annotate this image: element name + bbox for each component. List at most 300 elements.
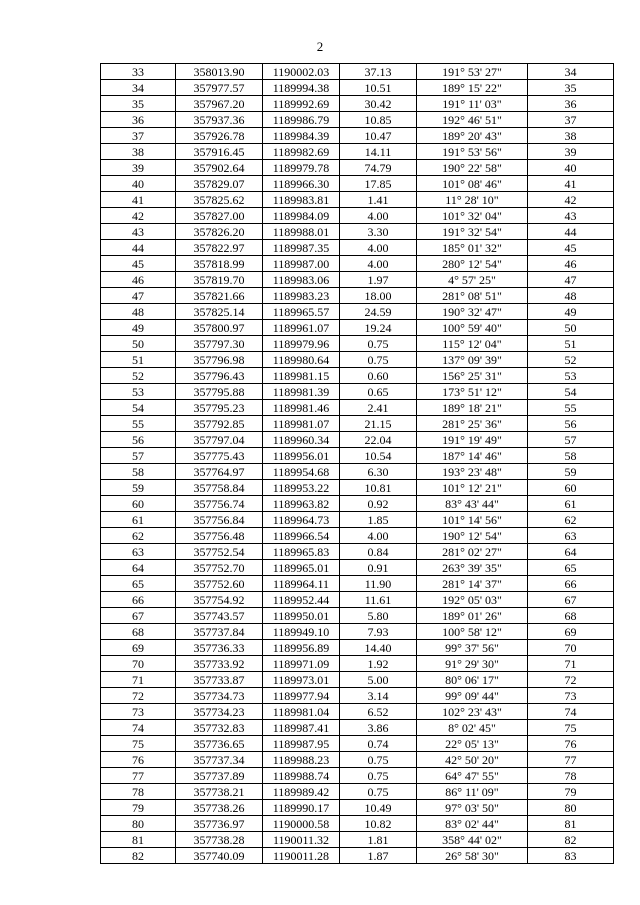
point-number-cell: 54	[101, 400, 176, 416]
bearing-cell: 4° 57' 25"	[417, 272, 528, 288]
x-coordinate-cell: 357821.66	[176, 288, 263, 304]
next-point-cell: 66	[528, 576, 614, 592]
table-row	[101, 576, 614, 592]
table-row	[101, 288, 614, 304]
next-point-cell: 63	[528, 528, 614, 544]
table-row	[101, 720, 614, 736]
next-point-cell: 48	[528, 288, 614, 304]
table-row	[101, 592, 614, 608]
bearing-cell: 263° 39' 35"	[417, 560, 528, 576]
bearing-cell: 173° 51' 12"	[417, 384, 528, 400]
distance-cell: 3.86	[340, 720, 417, 736]
next-point-cell: 52	[528, 352, 614, 368]
y-coordinate-cell: 1189961.07	[263, 320, 340, 336]
next-point-cell: 68	[528, 608, 614, 624]
point-number-cell: 50	[101, 336, 176, 352]
next-point-cell: 65	[528, 560, 614, 576]
point-number-cell: 82	[101, 848, 176, 864]
distance-cell: 0.75	[340, 768, 417, 784]
y-coordinate-cell: 1190011.28	[263, 848, 340, 864]
table-row	[101, 688, 614, 704]
x-coordinate-cell: 357916.45	[176, 144, 263, 160]
point-number-cell: 81	[101, 832, 176, 848]
table-row	[101, 640, 614, 656]
point-number-cell: 63	[101, 544, 176, 560]
y-coordinate-cell: 1189984.39	[263, 128, 340, 144]
y-coordinate-cell: 1189964.73	[263, 512, 340, 528]
table-row	[101, 624, 614, 640]
bearing-cell: 83° 43' 44"	[417, 496, 528, 512]
point-number-cell: 76	[101, 752, 176, 768]
x-coordinate-cell: 357829.07	[176, 176, 263, 192]
table-row	[101, 336, 614, 352]
distance-cell: 1.81	[340, 832, 417, 848]
bearing-cell: 156° 25' 31"	[417, 368, 528, 384]
y-coordinate-cell: 1189981.46	[263, 400, 340, 416]
point-number-cell: 41	[101, 192, 176, 208]
table-row	[101, 544, 614, 560]
y-coordinate-cell: 1189965.57	[263, 304, 340, 320]
distance-cell: 10.82	[340, 816, 417, 832]
point-number-cell: 70	[101, 656, 176, 672]
next-point-cell: 60	[528, 480, 614, 496]
distance-cell: 10.85	[340, 112, 417, 128]
bearing-cell: 8° 02' 45"	[417, 720, 528, 736]
bearing-cell: 80° 06' 17"	[417, 672, 528, 688]
point-number-cell: 62	[101, 528, 176, 544]
next-point-cell: 76	[528, 736, 614, 752]
x-coordinate-cell: 357736.97	[176, 816, 263, 832]
y-coordinate-cell: 1189984.09	[263, 208, 340, 224]
bearing-cell: 101° 32' 04"	[417, 208, 528, 224]
next-point-cell: 49	[528, 304, 614, 320]
x-coordinate-cell: 357825.62	[176, 192, 263, 208]
next-point-cell: 72	[528, 672, 614, 688]
distance-cell: 1.85	[340, 512, 417, 528]
point-number-cell: 34	[101, 80, 176, 96]
y-coordinate-cell: 1189966.54	[263, 528, 340, 544]
table-row	[101, 320, 614, 336]
point-number-cell: 71	[101, 672, 176, 688]
point-number-cell: 78	[101, 784, 176, 800]
table-row	[101, 96, 614, 112]
point-number-cell: 46	[101, 272, 176, 288]
next-point-cell: 82	[528, 832, 614, 848]
bearing-cell: 42° 50' 20"	[417, 752, 528, 768]
x-coordinate-cell: 358013.90	[176, 64, 263, 80]
point-number-cell: 79	[101, 800, 176, 816]
next-point-cell: 61	[528, 496, 614, 512]
distance-cell: 0.75	[340, 784, 417, 800]
bearing-cell: 191° 53' 27"	[417, 64, 528, 80]
point-number-cell: 44	[101, 240, 176, 256]
y-coordinate-cell: 1189982.69	[263, 144, 340, 160]
table-row	[101, 80, 614, 96]
next-point-cell: 79	[528, 784, 614, 800]
table-row	[101, 768, 614, 784]
bearing-cell: 281° 14' 37"	[417, 576, 528, 592]
point-number-cell: 58	[101, 464, 176, 480]
table-row	[101, 816, 614, 832]
table-row	[101, 752, 614, 768]
y-coordinate-cell: 1189956.89	[263, 640, 340, 656]
y-coordinate-cell: 1189988.23	[263, 752, 340, 768]
distance-cell: 1.97	[340, 272, 417, 288]
next-point-cell: 78	[528, 768, 614, 784]
table-row	[101, 192, 614, 208]
distance-cell: 2.41	[340, 400, 417, 416]
y-coordinate-cell: 1189988.74	[263, 768, 340, 784]
next-point-cell: 41	[528, 176, 614, 192]
coordinates-table-body	[101, 64, 614, 864]
y-coordinate-cell: 1189965.83	[263, 544, 340, 560]
distance-cell: 21.15	[340, 416, 417, 432]
table-row	[101, 432, 614, 448]
bearing-cell: 189° 20' 43"	[417, 128, 528, 144]
bearing-cell: 101° 12' 21"	[417, 480, 528, 496]
y-coordinate-cell: 1189987.00	[263, 256, 340, 272]
table-row	[101, 112, 614, 128]
y-coordinate-cell: 1189989.42	[263, 784, 340, 800]
y-coordinate-cell: 1189992.69	[263, 96, 340, 112]
distance-cell: 0.74	[340, 736, 417, 752]
bearing-cell: 281° 02' 27"	[417, 544, 528, 560]
distance-cell: 0.75	[340, 352, 417, 368]
distance-cell: 19.24	[340, 320, 417, 336]
table-row	[101, 208, 614, 224]
point-number-cell: 72	[101, 688, 176, 704]
distance-cell: 7.93	[340, 624, 417, 640]
next-point-cell: 73	[528, 688, 614, 704]
next-point-cell: 47	[528, 272, 614, 288]
point-number-cell: 42	[101, 208, 176, 224]
x-coordinate-cell: 357819.70	[176, 272, 263, 288]
y-coordinate-cell: 1189954.68	[263, 464, 340, 480]
next-point-cell: 69	[528, 624, 614, 640]
y-coordinate-cell: 1189988.01	[263, 224, 340, 240]
x-coordinate-cell: 357827.00	[176, 208, 263, 224]
distance-cell: 0.84	[340, 544, 417, 560]
next-point-cell: 64	[528, 544, 614, 560]
point-number-cell: 48	[101, 304, 176, 320]
y-coordinate-cell: 1190011.32	[263, 832, 340, 848]
point-number-cell: 59	[101, 480, 176, 496]
next-point-cell: 55	[528, 400, 614, 416]
bearing-cell: 99° 09' 44"	[417, 688, 528, 704]
y-coordinate-cell: 1189973.01	[263, 672, 340, 688]
next-point-cell: 80	[528, 800, 614, 816]
x-coordinate-cell: 357797.04	[176, 432, 263, 448]
x-coordinate-cell: 357826.20	[176, 224, 263, 240]
point-number-cell: 73	[101, 704, 176, 720]
next-point-cell: 40	[528, 160, 614, 176]
distance-cell: 5.80	[340, 608, 417, 624]
table-row	[101, 448, 614, 464]
page-number: 2	[316, 39, 324, 54]
x-coordinate-cell: 357775.43	[176, 448, 263, 464]
next-point-cell: 42	[528, 192, 614, 208]
point-number-cell: 75	[101, 736, 176, 752]
distance-cell: 0.92	[340, 496, 417, 512]
table-row	[101, 304, 614, 320]
bearing-cell: 101° 08' 46"	[417, 176, 528, 192]
table-row	[101, 656, 614, 672]
x-coordinate-cell: 357758.84	[176, 480, 263, 496]
x-coordinate-cell: 357756.84	[176, 512, 263, 528]
table-row	[101, 352, 614, 368]
next-point-cell: 83	[528, 848, 614, 864]
coordinates-table	[100, 63, 614, 864]
x-coordinate-cell: 357926.78	[176, 128, 263, 144]
y-coordinate-cell: 1189980.64	[263, 352, 340, 368]
bearing-cell: 83° 02' 44"	[417, 816, 528, 832]
y-coordinate-cell: 1189956.01	[263, 448, 340, 464]
distance-cell: 11.61	[340, 592, 417, 608]
x-coordinate-cell: 357756.48	[176, 528, 263, 544]
bearing-cell: 280° 12' 54"	[417, 256, 528, 272]
point-number-cell: 66	[101, 592, 176, 608]
y-coordinate-cell: 1189981.39	[263, 384, 340, 400]
point-number-cell: 33	[101, 64, 176, 80]
table-row	[101, 512, 614, 528]
x-coordinate-cell: 357792.85	[176, 416, 263, 432]
point-number-cell: 74	[101, 720, 176, 736]
table-row	[101, 496, 614, 512]
next-point-cell: 51	[528, 336, 614, 352]
bearing-cell: 100° 58' 12"	[417, 624, 528, 640]
table-row	[101, 672, 614, 688]
x-coordinate-cell: 357740.09	[176, 848, 263, 864]
next-point-cell: 53	[528, 368, 614, 384]
table-row	[101, 560, 614, 576]
y-coordinate-cell: 1189983.23	[263, 288, 340, 304]
table-row	[101, 272, 614, 288]
x-coordinate-cell: 357736.33	[176, 640, 263, 656]
distance-cell: 0.75	[340, 336, 417, 352]
table-row	[101, 848, 614, 864]
distance-cell: 74.79	[340, 160, 417, 176]
x-coordinate-cell: 357737.84	[176, 624, 263, 640]
distance-cell: 1.41	[340, 192, 417, 208]
x-coordinate-cell: 357795.23	[176, 400, 263, 416]
point-number-cell: 60	[101, 496, 176, 512]
table-row	[101, 384, 614, 400]
bearing-cell: 99° 37' 56"	[417, 640, 528, 656]
distance-cell: 10.51	[340, 80, 417, 96]
y-coordinate-cell: 1189986.79	[263, 112, 340, 128]
distance-cell: 10.49	[340, 800, 417, 816]
bearing-cell: 137° 09' 39"	[417, 352, 528, 368]
next-point-cell: 77	[528, 752, 614, 768]
y-coordinate-cell: 1189979.96	[263, 336, 340, 352]
bearing-cell: 192° 05' 03"	[417, 592, 528, 608]
y-coordinate-cell: 1189953.22	[263, 480, 340, 496]
x-coordinate-cell: 357764.97	[176, 464, 263, 480]
table-row	[101, 224, 614, 240]
bearing-cell: 358° 44' 02"	[417, 832, 528, 848]
table-row	[101, 128, 614, 144]
point-number-cell: 77	[101, 768, 176, 784]
x-coordinate-cell: 357800.97	[176, 320, 263, 336]
point-number-cell: 45	[101, 256, 176, 272]
distance-cell: 10.54	[340, 448, 417, 464]
y-coordinate-cell: 1189983.06	[263, 272, 340, 288]
y-coordinate-cell: 1189994.38	[263, 80, 340, 96]
next-point-cell: 62	[528, 512, 614, 528]
bearing-cell: 86° 11' 09"	[417, 784, 528, 800]
x-coordinate-cell: 357736.65	[176, 736, 263, 752]
bearing-cell: 192° 46' 51"	[417, 112, 528, 128]
x-coordinate-cell: 357733.92	[176, 656, 263, 672]
distance-cell: 5.00	[340, 672, 417, 688]
table-row	[101, 416, 614, 432]
bearing-cell: 102° 23' 43"	[417, 704, 528, 720]
next-point-cell: 67	[528, 592, 614, 608]
table-row	[101, 176, 614, 192]
x-coordinate-cell: 357796.43	[176, 368, 263, 384]
y-coordinate-cell: 1189977.94	[263, 688, 340, 704]
point-number-cell: 65	[101, 576, 176, 592]
distance-cell: 14.40	[340, 640, 417, 656]
distance-cell: 4.00	[340, 208, 417, 224]
point-number-cell: 64	[101, 560, 176, 576]
x-coordinate-cell: 357738.21	[176, 784, 263, 800]
bearing-cell: 281° 25' 36"	[417, 416, 528, 432]
bearing-cell: 101° 14' 56"	[417, 512, 528, 528]
x-coordinate-cell: 357796.98	[176, 352, 263, 368]
table-row	[101, 704, 614, 720]
point-number-cell: 61	[101, 512, 176, 528]
table-row	[101, 400, 614, 416]
distance-cell: 4.00	[340, 256, 417, 272]
distance-cell: 0.60	[340, 368, 417, 384]
distance-cell: 18.00	[340, 288, 417, 304]
next-point-cell: 46	[528, 256, 614, 272]
table-row	[101, 368, 614, 384]
next-point-cell: 75	[528, 720, 614, 736]
y-coordinate-cell: 1189979.78	[263, 160, 340, 176]
y-coordinate-cell: 1189981.15	[263, 368, 340, 384]
point-number-cell: 56	[101, 432, 176, 448]
x-coordinate-cell: 357752.60	[176, 576, 263, 592]
point-number-cell: 49	[101, 320, 176, 336]
x-coordinate-cell: 357743.57	[176, 608, 263, 624]
y-coordinate-cell: 1189983.81	[263, 192, 340, 208]
point-number-cell: 55	[101, 416, 176, 432]
x-coordinate-cell: 357825.14	[176, 304, 263, 320]
y-coordinate-cell: 1189966.30	[263, 176, 340, 192]
y-coordinate-cell: 1190000.58	[263, 816, 340, 832]
x-coordinate-cell: 357822.97	[176, 240, 263, 256]
next-point-cell: 59	[528, 464, 614, 480]
next-point-cell: 71	[528, 656, 614, 672]
x-coordinate-cell: 357795.88	[176, 384, 263, 400]
next-point-cell: 38	[528, 128, 614, 144]
next-point-cell: 35	[528, 80, 614, 96]
y-coordinate-cell: 1189987.35	[263, 240, 340, 256]
bearing-cell: 26° 58' 30"	[417, 848, 528, 864]
distance-cell: 37.13	[340, 64, 417, 80]
table-row	[101, 480, 614, 496]
x-coordinate-cell: 357737.34	[176, 752, 263, 768]
table-row	[101, 240, 614, 256]
x-coordinate-cell: 357902.64	[176, 160, 263, 176]
x-coordinate-cell: 357734.73	[176, 688, 263, 704]
y-coordinate-cell: 1189963.82	[263, 496, 340, 512]
distance-cell: 10.81	[340, 480, 417, 496]
table-row	[101, 464, 614, 480]
point-number-cell: 57	[101, 448, 176, 464]
distance-cell: 3.14	[340, 688, 417, 704]
point-number-cell: 36	[101, 112, 176, 128]
distance-cell: 0.65	[340, 384, 417, 400]
distance-cell: 1.87	[340, 848, 417, 864]
next-point-cell: 44	[528, 224, 614, 240]
x-coordinate-cell: 357752.54	[176, 544, 263, 560]
point-number-cell: 35	[101, 96, 176, 112]
next-point-cell: 50	[528, 320, 614, 336]
x-coordinate-cell: 357797.30	[176, 336, 263, 352]
point-number-cell: 69	[101, 640, 176, 656]
distance-cell: 22.04	[340, 432, 417, 448]
point-number-cell: 38	[101, 144, 176, 160]
next-point-cell: 57	[528, 432, 614, 448]
bearing-cell: 64° 47' 55"	[417, 768, 528, 784]
next-point-cell: 74	[528, 704, 614, 720]
table-row	[101, 256, 614, 272]
x-coordinate-cell: 357754.92	[176, 592, 263, 608]
bearing-cell: 189° 01' 26"	[417, 608, 528, 624]
table-row	[101, 784, 614, 800]
x-coordinate-cell: 357977.57	[176, 80, 263, 96]
y-coordinate-cell: 1189965.01	[263, 560, 340, 576]
point-number-cell: 40	[101, 176, 176, 192]
x-coordinate-cell: 357818.99	[176, 256, 263, 272]
distance-cell: 11.90	[340, 576, 417, 592]
distance-cell: 30.42	[340, 96, 417, 112]
bearing-cell: 191° 11' 03"	[417, 96, 528, 112]
y-coordinate-cell: 1189964.11	[263, 576, 340, 592]
y-coordinate-cell: 1189950.01	[263, 608, 340, 624]
next-point-cell: 36	[528, 96, 614, 112]
distance-cell: 10.47	[340, 128, 417, 144]
table-row	[101, 736, 614, 752]
y-coordinate-cell: 1190002.03	[263, 64, 340, 80]
x-coordinate-cell: 357732.83	[176, 720, 263, 736]
bearing-cell: 191° 19' 49"	[417, 432, 528, 448]
x-coordinate-cell: 357967.20	[176, 96, 263, 112]
table-row	[101, 160, 614, 176]
point-number-cell: 52	[101, 368, 176, 384]
distance-cell: 0.75	[340, 752, 417, 768]
table-row	[101, 528, 614, 544]
table-row	[101, 608, 614, 624]
point-number-cell: 53	[101, 384, 176, 400]
bearing-cell: 185° 01' 32"	[417, 240, 528, 256]
table-row	[101, 144, 614, 160]
point-number-cell: 68	[101, 624, 176, 640]
table-row	[101, 64, 614, 80]
distance-cell: 4.00	[340, 240, 417, 256]
next-point-cell: 70	[528, 640, 614, 656]
point-number-cell: 37	[101, 128, 176, 144]
next-point-cell: 54	[528, 384, 614, 400]
y-coordinate-cell: 1189990.17	[263, 800, 340, 816]
bearing-cell: 11° 28' 10"	[417, 192, 528, 208]
bearing-cell: 189° 18' 21"	[417, 400, 528, 416]
table-row	[101, 800, 614, 816]
bearing-cell: 191° 53' 56"	[417, 144, 528, 160]
